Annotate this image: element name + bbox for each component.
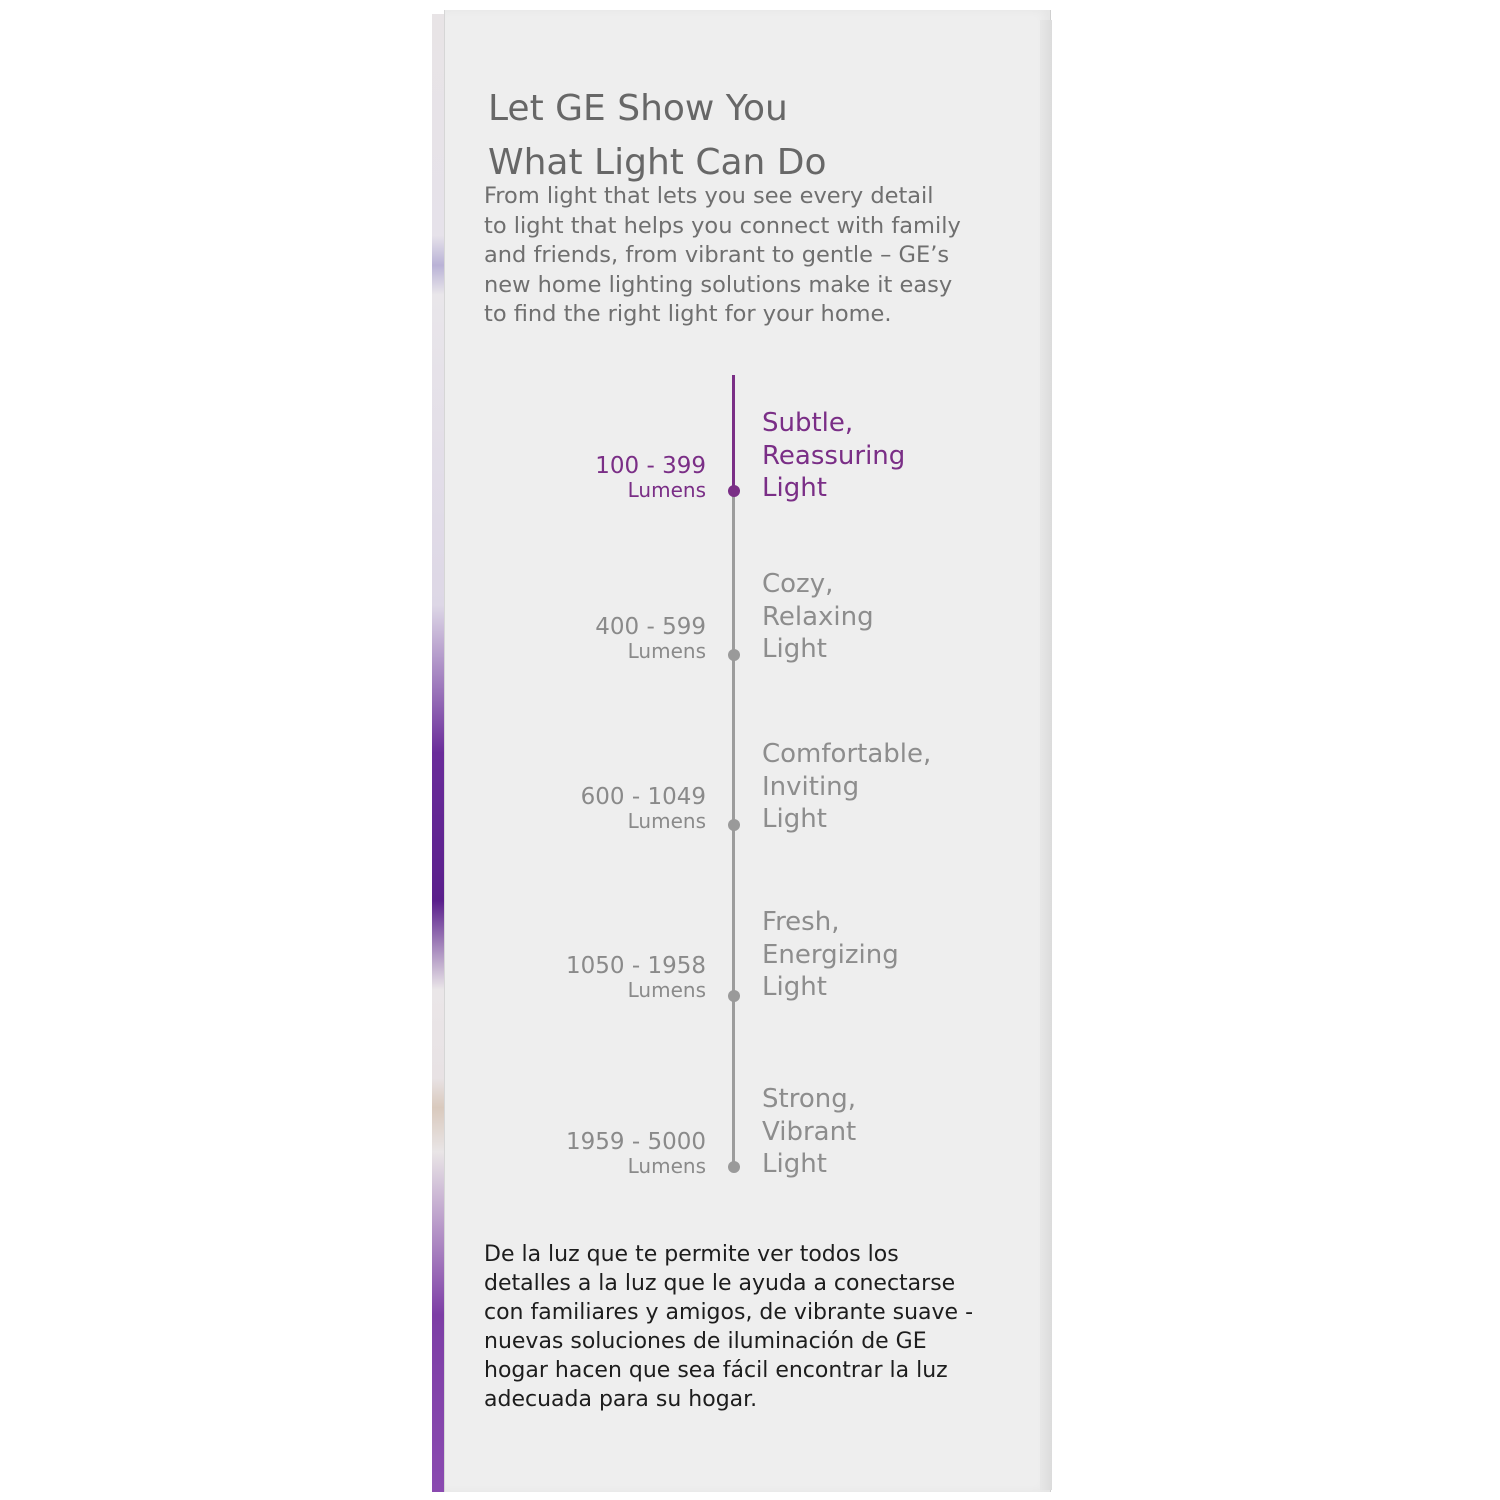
box-right-edge [1040,20,1052,1490]
desc-line: Light [762,634,827,664]
desc-line: Relaxing [762,601,874,632]
spanish-line: De la luz que te permite ver todos los [484,1242,899,1267]
desc-line: Light [762,972,827,1002]
lumens-range: 1959 - 5000 [566,1129,706,1155]
intro-line: new home lighting solutions make it easy [484,271,953,298]
lumens-label-1 [506,453,706,501]
lumens-label-5 [506,1129,706,1177]
spanish-line: con familiares y amigos, de vibrante suave - [484,1300,974,1325]
headline-line-2: What Light Can Do [488,142,827,183]
spanish-line: hogar hacen que sea fácil encontrar la luz [484,1358,948,1383]
desc-line: Inviting [762,771,860,802]
lumens-unit: Lumens [627,809,706,833]
light-description-4 [762,906,1022,1004]
lumens-range: 100 - 399 [595,453,706,479]
spanish-line: adecuada para su hogar. [484,1387,758,1412]
scale-marker-3 [728,819,740,831]
lumens-range: 1050 - 1958 [566,953,706,979]
light-description-3 [762,738,1022,836]
lumens-unit: Lumens [627,478,706,502]
scale-marker-1 [728,485,740,497]
desc-line: Energizing [762,939,899,970]
desc-line: Reassuring [762,440,906,471]
intro-line: to find the right light for your home. [484,301,892,327]
desc-line: Vibrant [762,1116,857,1147]
lumens-label-2 [506,614,706,662]
desc-line: Strong, [762,1084,856,1114]
intro-line: From light that lets you see every detail [484,183,934,209]
lumens-label-3 [506,784,706,832]
scale-marker-2 [728,649,740,661]
scale-marker-5 [728,1161,740,1173]
lumens-unit: Lumens [627,639,706,663]
desc-line: Light [762,804,827,834]
scale-marker-4 [728,990,740,1002]
lumens-unit: Lumens [627,978,706,1002]
headline-line-1: Let GE Show You [488,88,788,129]
lumens-range: 600 - 1049 [580,784,706,810]
desc-line: Fresh, [762,907,840,937]
spanish-line: detalles a la luz que le ayuda a conectarse [484,1271,956,1296]
spanish-line: nuevas soluciones de iluminación de GE [484,1329,927,1354]
desc-line: Light [762,1149,827,1179]
desc-line: Light [762,473,827,503]
spanish-paragraph [484,1240,1029,1414]
intro-line: and friends, from vibrant to gentle – GE’s [484,242,950,268]
headline [488,82,988,190]
desc-line: Cozy, [762,569,834,599]
intro-paragraph [484,182,1024,330]
lumens-unit: Lumens [627,1154,706,1178]
desc-line: Subtle, [762,408,854,438]
lumens-range: 400 - 599 [595,614,706,640]
desc-line: Comfortable, [762,739,932,769]
light-description-1 [762,407,1022,505]
light-description-5 [762,1083,1022,1181]
lumens-scale-line-accent [732,375,735,493]
intro-line: to light that helps you connect with family [484,212,961,239]
lumens-label-4 [506,953,706,1001]
light-description-2 [762,568,1022,666]
